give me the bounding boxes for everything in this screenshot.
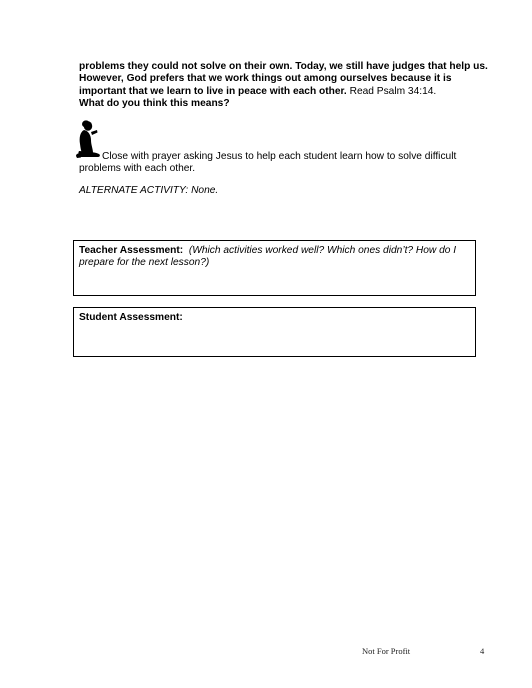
student-assessment-label: Student Assessment: <box>79 312 183 323</box>
lesson-paragraph <box>79 61 489 111</box>
scripture-reference: Read Psalm 34:14. <box>346 85 437 97</box>
alternate-activity: ALTERNATE ACTIVITY: None. <box>79 185 219 196</box>
teacher-assessment-box[interactable] <box>73 240 476 296</box>
teacher-assessment-label: Teacher Assessment: <box>79 245 184 256</box>
closing-prayer-text: Close with prayer asking Jesus to help each student learn how to solve difficult problems with each other. <box>79 151 457 175</box>
footer-not-for-profit: Not For Profit <box>362 646 411 656</box>
lesson-paragraph-main: problems they could not solve on their own. Today, we still have judges that help us. However, God prefers that we work things out among ourselves because it is important that we learn to live in peace with each other. <box>79 61 488 97</box>
student-assessment-box[interactable] <box>73 307 476 357</box>
teacher-assessment-hint: (Which activities worked well? Which ones didn’t? How do I prepare for the next lesson?) <box>79 245 457 269</box>
page-number: 4 <box>480 646 485 656</box>
discussion-question: What do you think this means? <box>79 98 230 110</box>
